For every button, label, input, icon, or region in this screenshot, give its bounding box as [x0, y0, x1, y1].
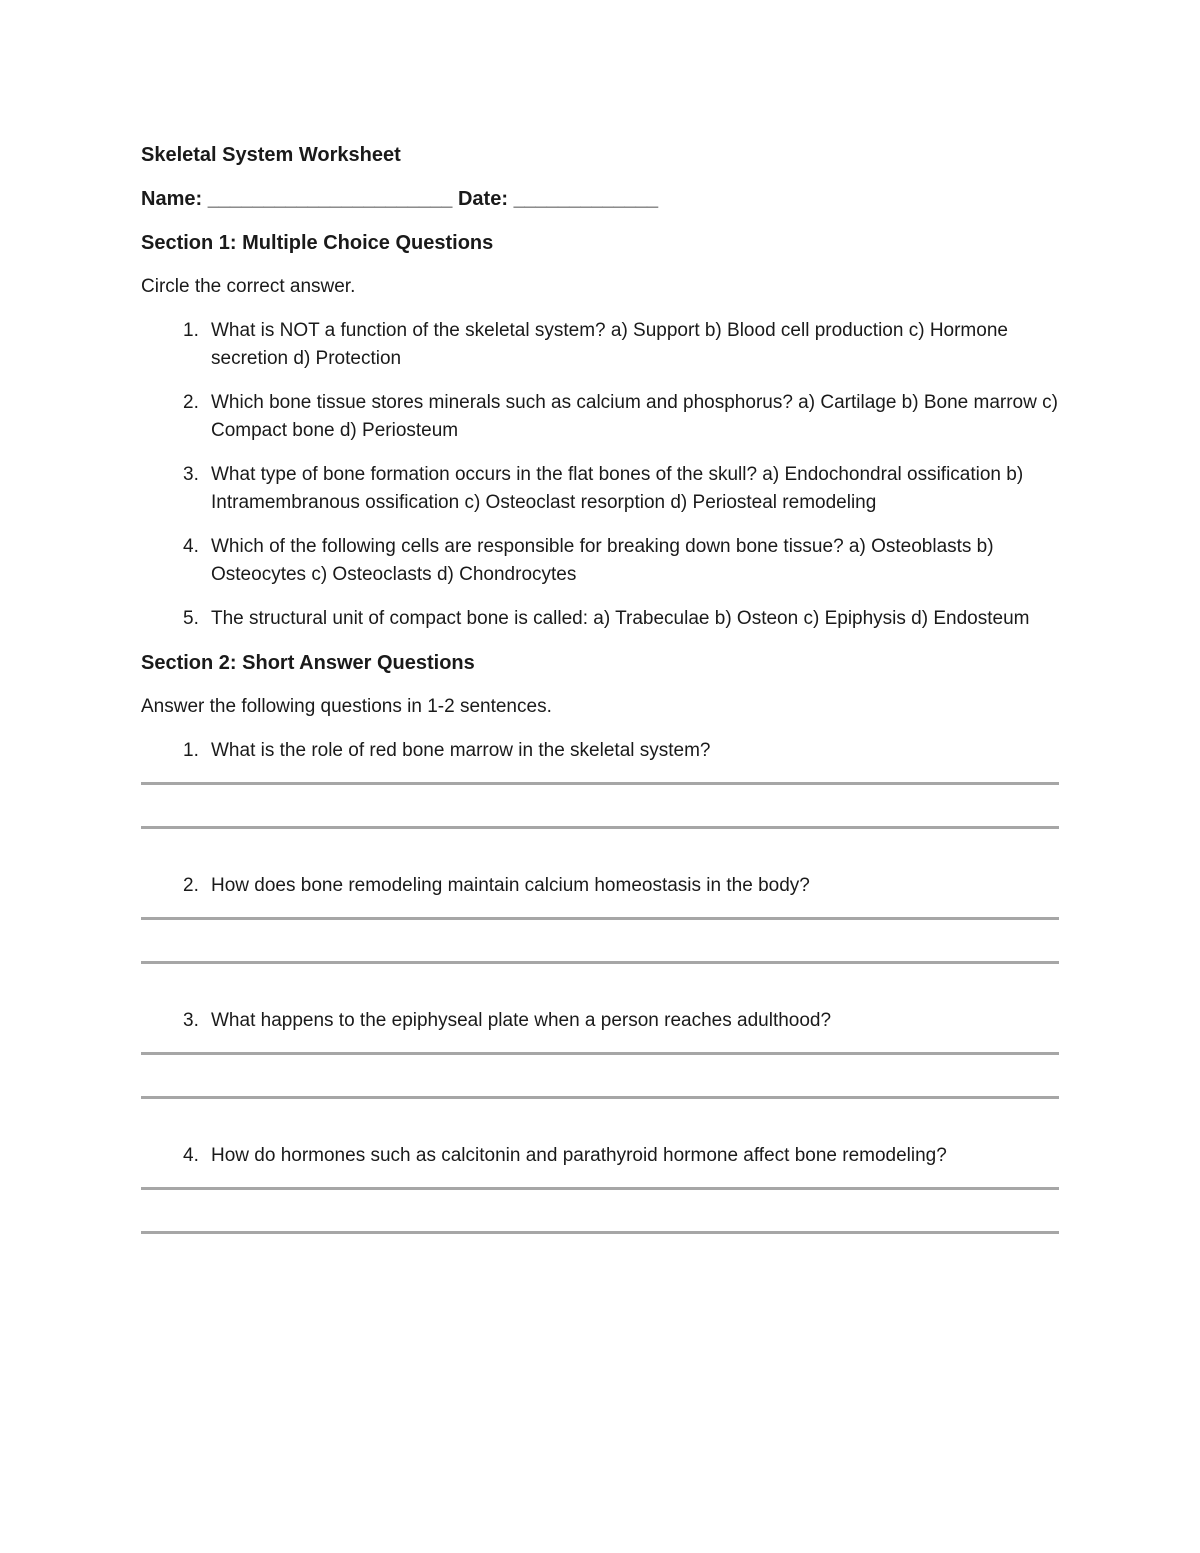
date-label: Date:	[457, 188, 508, 210]
mc-question	[141, 461, 1061, 517]
short-answer-question	[141, 1142, 1061, 1234]
section2-heading: Section 2: Short Answer Questions	[141, 652, 475, 674]
sa-question-text: What happens to the epiphyseal plate when a person reaches adulthood?	[211, 1010, 832, 1031]
answer-line[interactable]	[141, 1096, 1059, 1099]
mc-question-number: 4.	[183, 536, 199, 557]
worksheet-content	[141, 141, 1061, 1234]
sa-question-text: How does bone remodeling maintain calcium homeostasis in the body?	[211, 875, 810, 896]
multiple-choice-list	[141, 317, 1061, 633]
sa-question-number: 2.	[183, 875, 199, 896]
section1-instruction: Circle the correct answer.	[141, 276, 356, 297]
mc-question	[141, 317, 1061, 373]
answer-line[interactable]	[141, 826, 1059, 829]
sa-question-number: 4.	[183, 1145, 199, 1166]
mc-question-text: Which bone tissue stores minerals such as calcium and phosphorus? a) Cartilage b) Bone marrow c) Compact bone d) Periosteum	[211, 392, 1058, 441]
name-date-line	[141, 185, 1061, 213]
answer-line[interactable]	[141, 1052, 1059, 1055]
answer-line[interactable]	[141, 1231, 1059, 1234]
sa-question-number: 1.	[183, 740, 199, 761]
section1-heading: Section 1: Multiple Choice Questions	[141, 232, 494, 254]
name-blank: ______________________	[207, 188, 453, 210]
sa-question-text: How do hormones such as calcitonin and parathyroid hormone affect bone remodeling?	[211, 1145, 947, 1166]
mc-question-number: 1.	[183, 320, 199, 341]
answer-line[interactable]	[141, 917, 1059, 920]
mc-question-number: 5.	[183, 608, 199, 629]
mc-question	[141, 533, 1061, 589]
name-label: Name:	[141, 188, 203, 210]
short-answer-question	[141, 737, 1061, 829]
answer-line[interactable]	[141, 961, 1059, 964]
section2-instruction: Answer the following questions in 1-2 sentences.	[141, 696, 552, 717]
mc-question	[141, 389, 1061, 445]
sa-question-text: What is the role of red bone marrow in the skeletal system?	[211, 740, 711, 761]
mc-question-text: Which of the following cells are responsible for breaking down bone tissue? a) Osteoblasts b) Osteocytes c) Osteoclasts d) Chondrocytes	[211, 536, 994, 585]
worksheet-title: Skeletal System Worksheet	[141, 144, 401, 166]
short-answer-question	[141, 1007, 1061, 1099]
mc-question-number: 3.	[183, 464, 199, 485]
answer-line[interactable]	[141, 1187, 1059, 1190]
date-blank: _____________	[513, 188, 659, 210]
mc-question-text: What is NOT a function of the skeletal system? a) Support b) Blood cell production c) Hormone secretion d) Protection	[211, 320, 1008, 369]
mc-question-text: The structural unit of compact bone is called: a) Trabeculae b) Osteon c) Epiphysis d) Endosteum	[211, 608, 1030, 629]
mc-question	[141, 605, 1061, 633]
mc-question-number: 2.	[183, 392, 199, 413]
sa-question-number: 3.	[183, 1010, 199, 1031]
short-answer-question	[141, 872, 1061, 964]
mc-question-text: What type of bone formation occurs in the flat bones of the skull? a) Endochondral ossification b) Intramembranous ossification c) Osteoclast resorption d) Periosteal remodeling	[211, 464, 1024, 513]
answer-line[interactable]	[141, 782, 1059, 785]
